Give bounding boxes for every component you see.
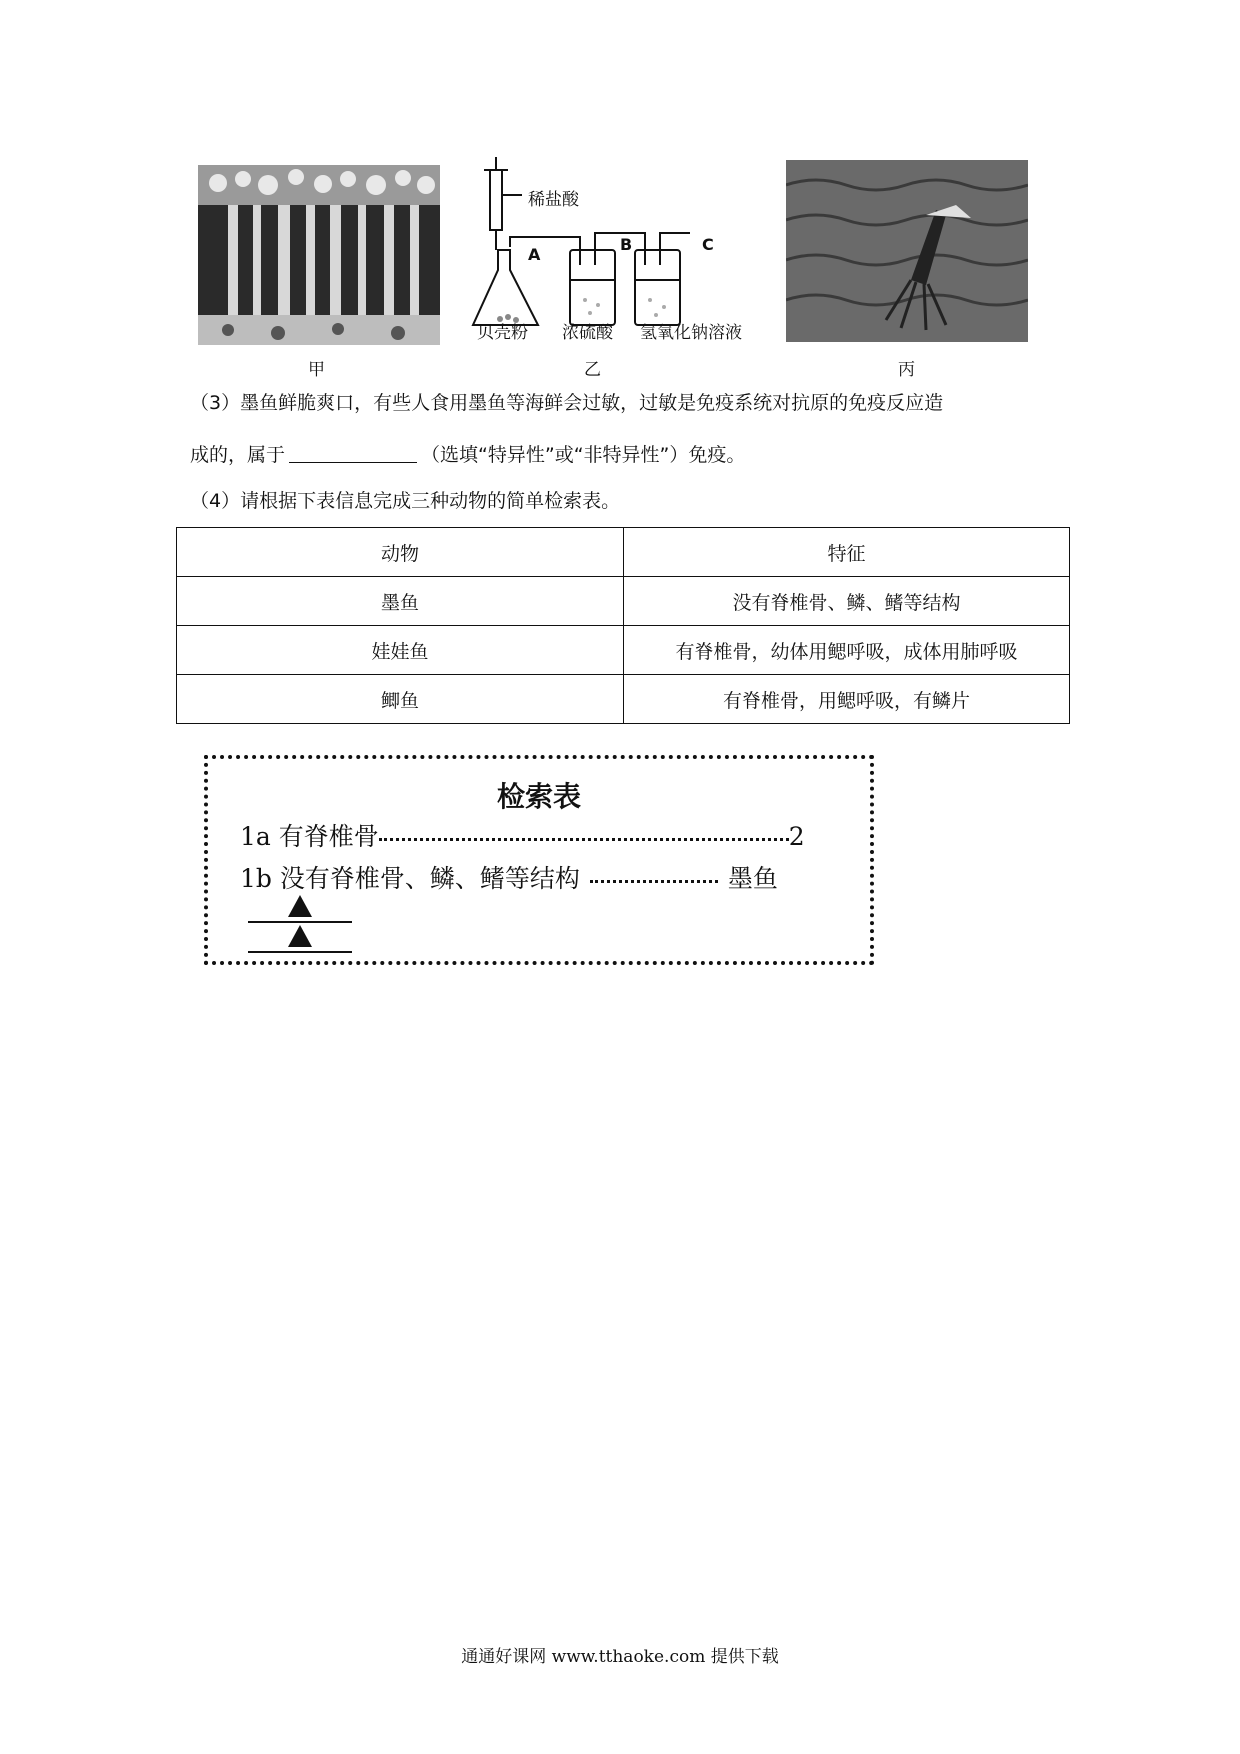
table-row	[177, 577, 1070, 626]
key-line-1a	[240, 817, 805, 853]
label-sulfuric-acid: 浓硫酸	[562, 323, 613, 343]
label-point-a: A	[528, 245, 541, 264]
table-cell: 没有脊椎骨、鳞、鳍等结构	[624, 577, 1070, 626]
page-footer: 通通好课网 www.tthaoke.com 提供下载	[461, 1647, 779, 1667]
question4-prompt: （4）请根据下表信息完成三种动物的简单检索表。	[190, 490, 621, 512]
key-line-1b-label: 1b 没有脊椎骨、鳞、鳍等结构	[240, 864, 580, 893]
label-shell-powder: 贝壳粉	[477, 323, 528, 343]
table-row	[177, 675, 1070, 724]
table-row	[177, 626, 1070, 675]
table-cell: 墨鱼	[177, 577, 624, 626]
table-cell: 鲫鱼	[177, 675, 624, 724]
figure-yi-caption: 乙	[584, 360, 601, 380]
key-table-box	[204, 755, 874, 965]
table-cell: 有脊椎骨，幼体用鳃呼吸，成体用肺呼吸	[624, 626, 1070, 675]
question3-line2	[190, 444, 745, 465]
answer-line-1[interactable]	[248, 891, 352, 923]
answer-blank[interactable]	[289, 444, 417, 463]
triangle-icon	[288, 925, 312, 947]
key-line-1a-label: 1a 有脊椎骨	[240, 822, 379, 851]
leader-dots	[379, 838, 789, 841]
key-line-1b-target: 墨鱼	[727, 864, 778, 893]
table-header-cell: 特征	[624, 528, 1070, 577]
question3-line1: （3）墨鱼鲜脆爽口，有些人食用墨鱼等海鲜会过敏，过敏是免疫系统对抗原的免疫反应造	[190, 392, 944, 414]
key-table-title: 检索表	[496, 780, 581, 813]
label-point-b: B	[620, 235, 633, 254]
figure-jia-caption: 甲	[308, 360, 325, 380]
label-point-c: C	[702, 235, 714, 254]
key-line-1a-target: 2	[788, 822, 805, 851]
label-naoh: 氢氧化钠溶液	[640, 323, 742, 343]
table-cell: 有脊椎骨，用鳃呼吸，有鳞片	[624, 675, 1070, 724]
figure-jia-photo	[198, 165, 440, 345]
label-acid: 稀盐酸	[528, 190, 579, 210]
answer-line-2[interactable]	[248, 921, 352, 953]
table-cell: 娃娃鱼	[177, 626, 624, 675]
triangle-icon	[288, 895, 312, 917]
question3-line2-before: 成的，属于	[190, 444, 286, 466]
table-header-cell: 动物	[177, 528, 624, 577]
table-header-row	[177, 528, 1070, 577]
figure-bing-caption: 丙	[898, 360, 915, 380]
animal-table	[176, 527, 1070, 724]
leader-dots	[590, 880, 718, 883]
question3-line2-after: （选填“特异性”或“非特异性”）免疫。	[421, 444, 746, 466]
figure-bing-photo	[786, 160, 1028, 342]
key-line-1b	[240, 859, 778, 895]
figure-yi-apparatus	[470, 155, 770, 345]
